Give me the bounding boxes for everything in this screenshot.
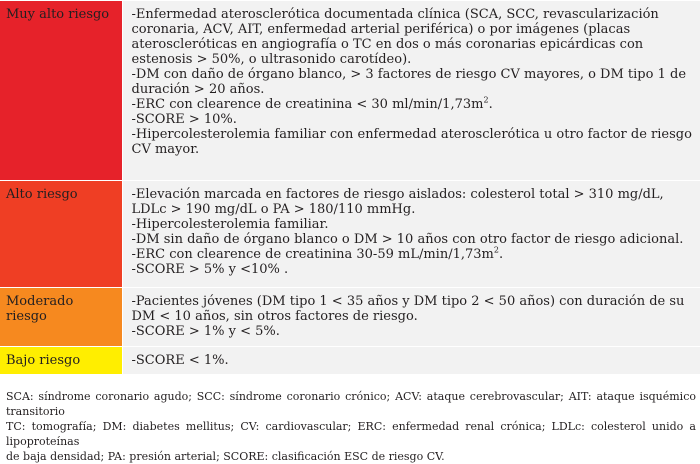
criterion: -SCORE < 1%. <box>131 353 229 368</box>
risk-row-muy-alto <box>0 1 700 181</box>
risk-row-bajo <box>0 347 700 374</box>
criterion: -DM sin daño de órgano blanco o DM > 10 años con otro factor de riesgo adicional. <box>131 232 684 247</box>
risk-level-label: Muy alto riesgo <box>0 1 122 181</box>
abbreviations-footnote <box>6 389 696 464</box>
risk-level-label: Bajo riesgo <box>0 347 122 374</box>
footnote-line: de baja densidad; PA: presión arterial; SCORE: clasificación ESC de riesgo CV. <box>6 450 445 463</box>
criterion: -SCORE > 5% y <10% . <box>131 262 289 277</box>
criterion: -Enfermedad aterosclerótica documentada clínica (SCA, SCC, revascularización coronaria, ACV, AIT, enfermedad arterial periférica) o por imágenes (placas ateroscleróticas en angiografía o TC en dos o más coronarias epicárdicas con estenosis > 50%, o ultrasonido carotídeo). <box>131 7 659 67</box>
criterion: -SCORE > 10%. <box>131 112 237 127</box>
risk-criteria <box>122 1 700 181</box>
criterion-erc: -ERC con clearence de creatinina < 30 $ml/\min/1,73m^2$. <box>131 95 493 112</box>
criterion: -Pacientes jóvenes (DM tipo 1 < 35 años y DM tipo 2 < 50 años) con duración de su DM < 10 años, sin otros factores de riesgo. <box>131 294 685 324</box>
criterion: -Elevación marcada en factores de riesgo aislados: colesterol total > 310 mg/dL, LDLc > 190 mg/dL o PA > 180/110 mmHg. <box>131 187 664 217</box>
criterion: -Hipercolesterolemia familiar con enfermedad aterosclerótica u otro factor de riesgo CV mayor. <box>131 127 692 157</box>
risk-row-moderado <box>0 288 700 347</box>
risk-criteria <box>122 181 700 288</box>
risk-criteria <box>122 288 700 347</box>
criterion-erc: -ERC con clearence de creatinina 30-59 $mL/\min/1,73m^2$. <box>131 245 504 262</box>
criterion: -DM con daño de órgano blanco, > 3 factores de riesgo CV mayores, o DM tipo 1 de duración > 20 años. <box>131 67 687 97</box>
criterion: -SCORE > 1% y < 5%. <box>131 324 280 339</box>
risk-row-alto <box>0 181 700 288</box>
risk-criteria <box>122 347 700 374</box>
footnote-line: TC: tomografía; DM: diabetes mellitus; CV: cardiovascular; ERC: enfermedad renal crónica; LDLc: colesterol unido a lipoproteínas <box>6 420 696 448</box>
risk-level-label: Alto riesgo <box>0 181 122 288</box>
criterion: -Hipercolesterolemia familiar. <box>131 217 329 232</box>
footnote-line: SCA: síndrome coronario agudo; SCC: síndrome coronario crónico; ACV: ataque cerebrovascular; AIT: ataque isquémico transitorio <box>6 390 696 418</box>
risk-level-label: Moderado riesgo <box>0 288 122 347</box>
